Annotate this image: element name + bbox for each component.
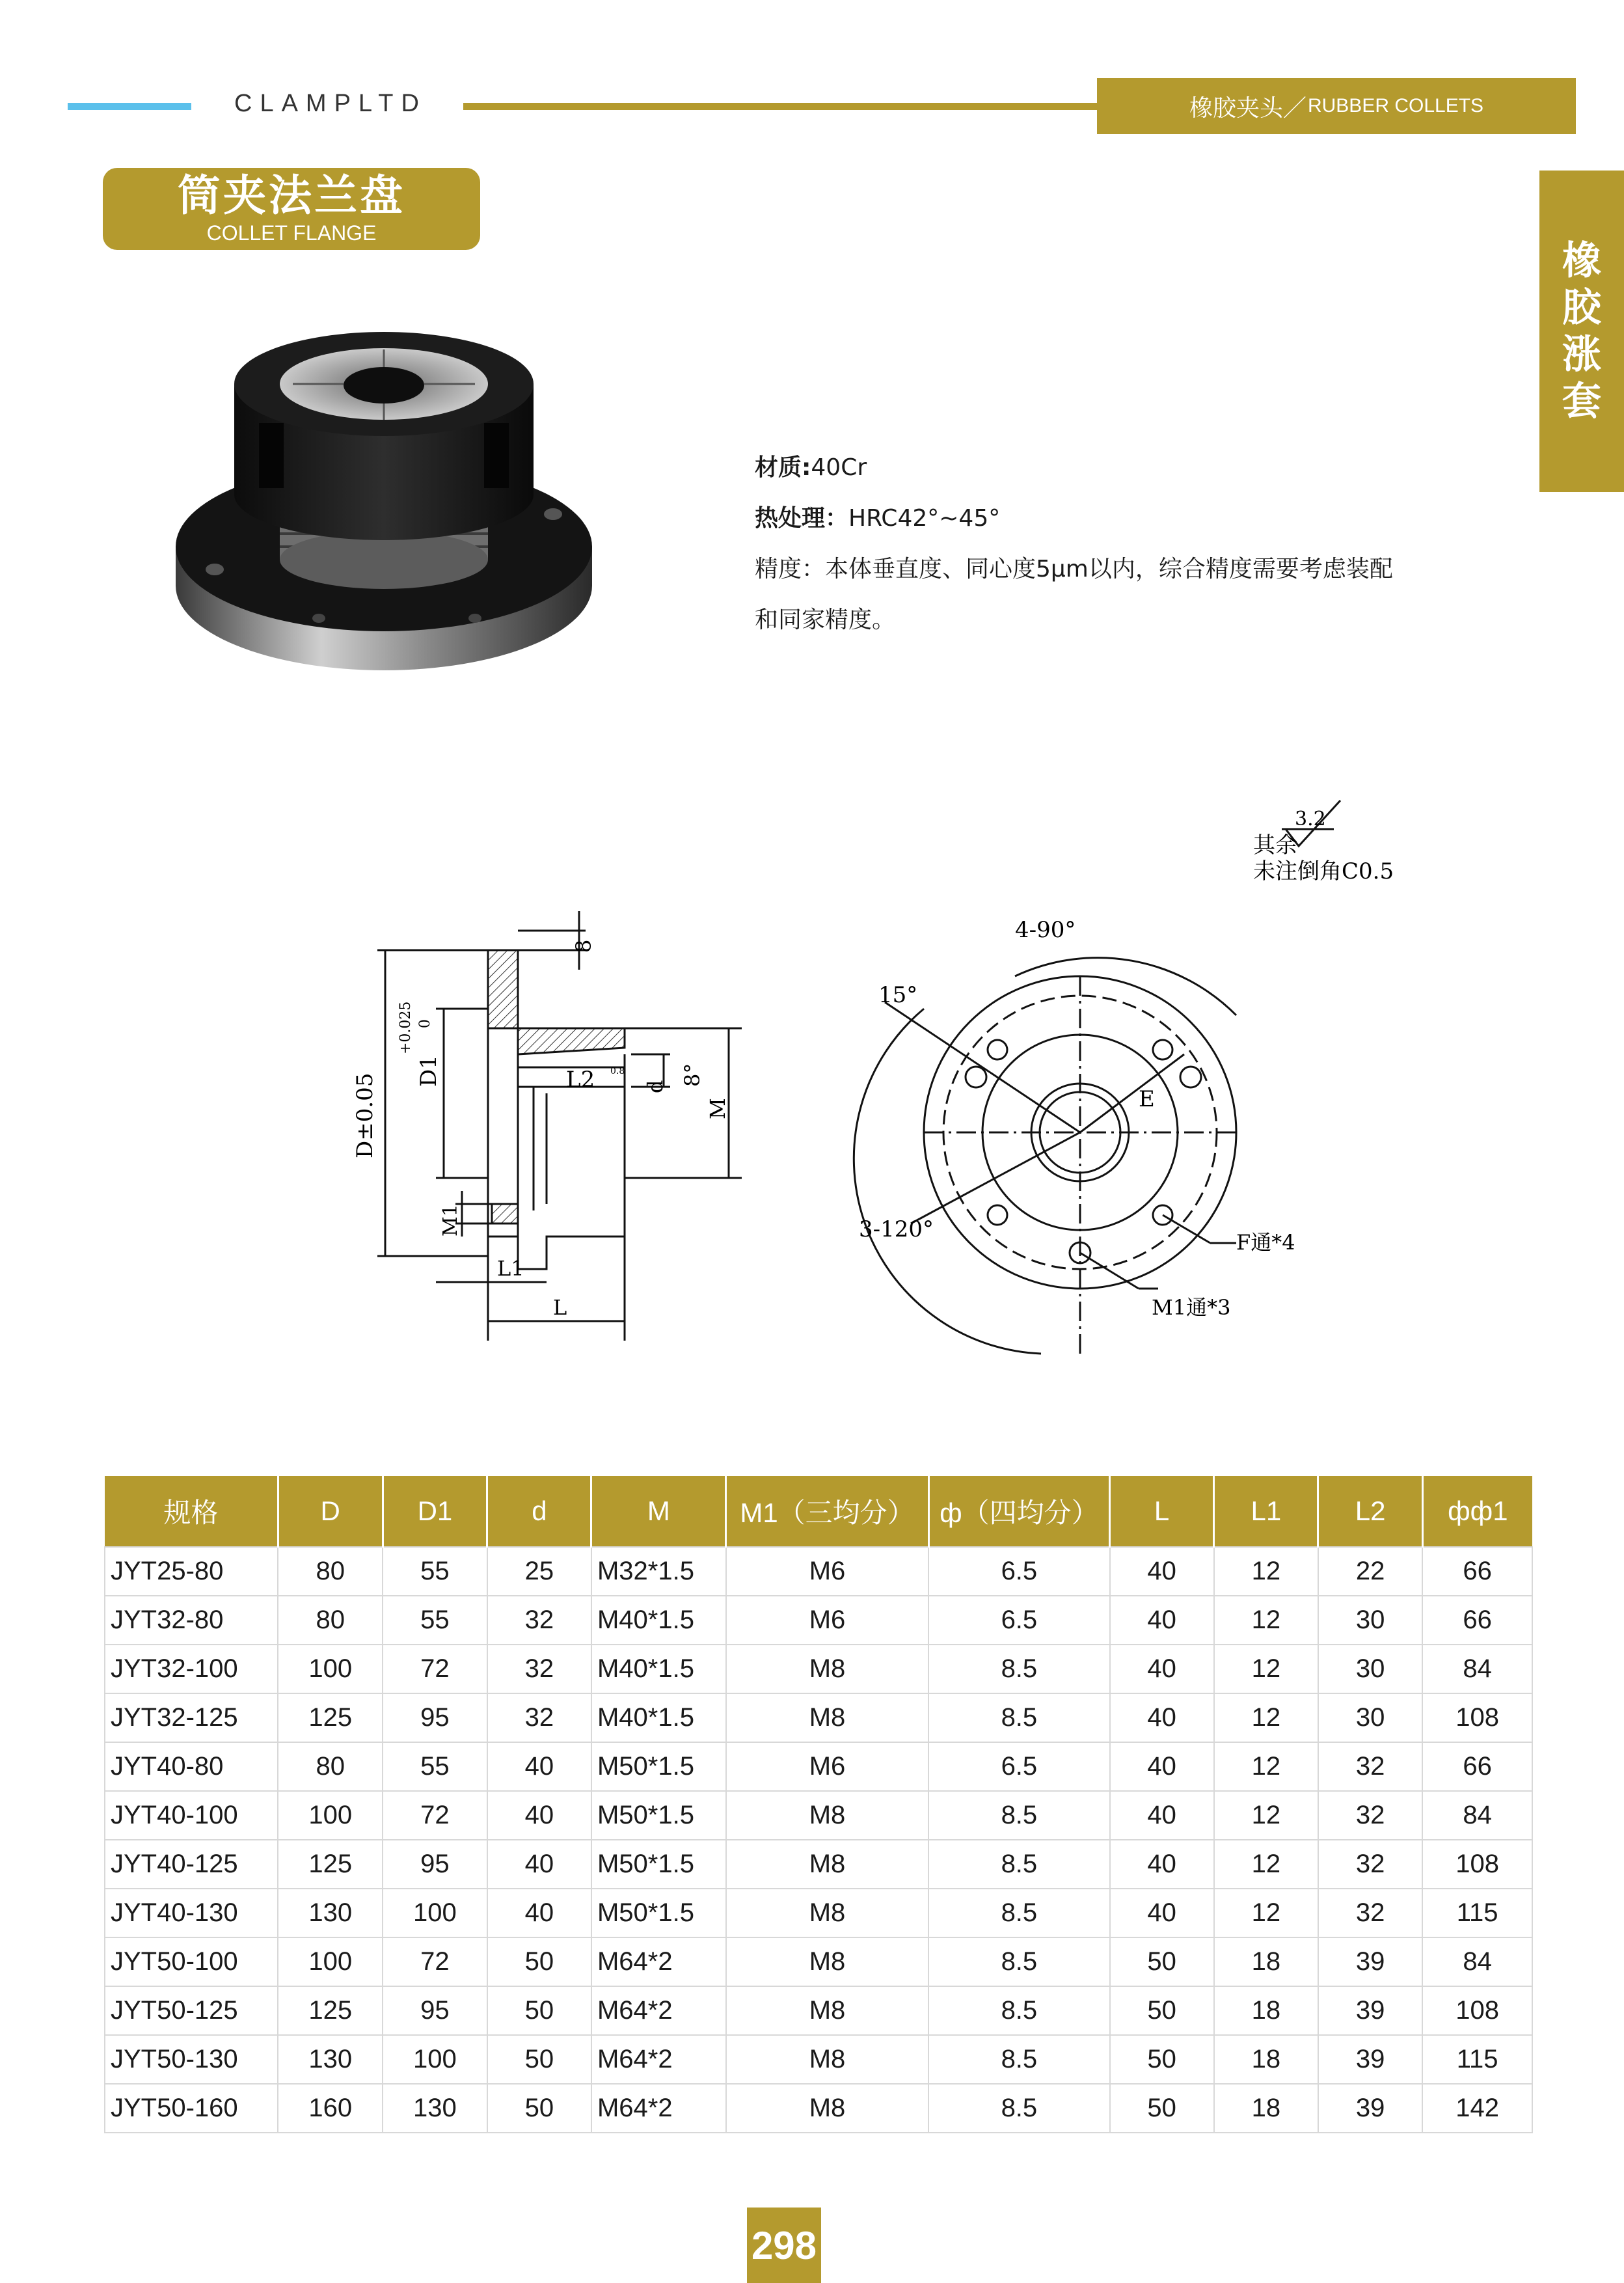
table-cell: 8.5 [928,1645,1109,1693]
table-cell: JYT25-80 [105,1547,278,1596]
table-cell: M8 [726,1889,928,1937]
table-cell: 32 [1318,1889,1422,1937]
table-cell: 100 [278,1937,383,1986]
spec-precision-1: 精度：本体垂直度、同心度5μm以内，综合精度需要考虑装配 [755,556,1393,582]
dim-M1: M1 [439,1204,462,1237]
col-model: 规格 [105,1476,278,1547]
table-cell: 40 [1110,1791,1214,1840]
table-cell: 84 [1422,1937,1532,1986]
table-row [105,1937,1532,1986]
col-D1: D1 [383,1476,487,1547]
dim-8: 8 [571,939,596,953]
table-cell: M6 [726,1596,928,1645]
table-cell: 108 [1422,1840,1532,1889]
table-cell: 55 [383,1596,487,1645]
table-cell: M8 [726,1645,928,1693]
table-cell: 12 [1214,1693,1318,1742]
table-row [105,1693,1532,1742]
front-view-drawing [846,898,1340,1380]
header-gold-line [463,103,1114,110]
table-cell: 8.5 [928,1937,1109,1986]
table-cell: 50 [1110,2084,1214,2133]
col-L1: L1 [1214,1476,1318,1547]
table-cell: 39 [1318,1937,1422,1986]
table-cell: 40 [1110,1596,1214,1645]
table-cell: 12 [1214,1840,1318,1889]
table-cell: JYT32-125 [105,1693,278,1742]
table-cell: JYT32-100 [105,1645,278,1693]
table-cell: 125 [278,1986,383,2035]
table-cell: 8.5 [928,1986,1109,2035]
side-tab-char: 胶 [1562,285,1601,331]
table-cell: 30 [1318,1693,1422,1742]
specs-block [755,443,1509,646]
spec-heat-value: HRC42°~45° [848,505,1001,532]
table-cell: 40 [1110,1645,1214,1693]
roughness-value: 3.2 [1295,808,1326,830]
table-cell: 18 [1214,2035,1318,2084]
table-row [105,2084,1532,2133]
table-cell: 22 [1318,1547,1422,1596]
table-cell: 8.5 [928,2035,1109,2084]
table-row [105,1742,1532,1791]
table-cell: 40 [1110,1840,1214,1889]
table-cell: JYT32-80 [105,1596,278,1645]
table-row [105,1986,1532,2035]
dim-D1: D1 [416,1055,442,1087]
table-cell: 80 [278,1547,383,1596]
dim-L2: L2 [566,1067,595,1093]
table-cell: 25 [487,1547,591,1596]
roughness-note-1: 其余 [1253,832,1297,858]
section-title-en: COLLET FLANGE [206,221,377,245]
side-tab-char: 套 [1562,379,1601,424]
table-cell: 125 [278,1840,383,1889]
table-cell: JYT40-130 [105,1889,278,1937]
col-L: L [1110,1476,1214,1547]
table-cell: 32 [1318,1742,1422,1791]
table-cell: 18 [1214,1937,1318,1986]
tol-upper: +0.025 [398,1001,414,1054]
table-cell: 30 [1318,1596,1422,1645]
table-cell: 84 [1422,1645,1532,1693]
table-cell: 40 [1110,1547,1214,1596]
label-F: F通*4 [1236,1230,1295,1255]
table-cell: JYT50-160 [105,2084,278,2133]
table-cell: 40 [1110,1889,1214,1937]
table-cell: 40 [487,1889,591,1937]
table-cell: 95 [383,1693,487,1742]
table-cell: 130 [278,2035,383,2084]
table-cell: 39 [1318,2035,1422,2084]
table-cell: 8.5 [928,1889,1109,1937]
table-cell: 100 [383,1889,487,1937]
table-cell: 40 [487,1742,591,1791]
table-cell: 12 [1214,1742,1318,1791]
table-cell: 12 [1214,1547,1318,1596]
table-cell: 80 [278,1596,383,1645]
table-cell: 8.5 [928,1693,1109,1742]
table-cell: 32 [487,1596,591,1645]
category-zh: 橡胶夹头／ [1189,94,1306,122]
table-cell: M8 [726,2084,928,2133]
table-cell: 50 [487,2084,591,2133]
table-cell: 95 [383,1840,487,1889]
col-phi1: фф1 [1422,1476,1532,1547]
category-en: RUBBER COLLETS [1307,95,1484,116]
table-cell: 72 [383,1791,487,1840]
header-blue-bar [68,103,191,110]
table-cell: 6.5 [928,1742,1109,1791]
table-cell: 18 [1214,2084,1318,2133]
table-cell: 142 [1422,2084,1532,2133]
angle-3-120: 3-120° [859,1216,934,1242]
product-photo [169,312,599,716]
table-cell: M8 [726,1986,928,2035]
table-cell: 50 [1110,1937,1214,1986]
table-cell: 30 [1318,1645,1422,1693]
table-cell: M6 [726,1742,928,1791]
table-cell: 12 [1214,1791,1318,1840]
spec-heat [755,493,1509,544]
table-row [105,2035,1532,2084]
table-cell: 72 [383,1937,487,1986]
table-cell: 72 [383,1645,487,1693]
side-tab [1539,171,1624,492]
table-cell: 8.5 [928,1840,1109,1889]
col-phi: ф（四均分） [928,1476,1109,1547]
table-cell: 40 [487,1791,591,1840]
table-cell: M40*1.5 [591,1693,726,1742]
table-cell: M6 [726,1547,928,1596]
table-cell: 55 [383,1742,487,1791]
table-cell: 6.5 [928,1547,1109,1596]
table-cell: M8 [726,1840,928,1889]
table-cell: 108 [1422,1693,1532,1742]
dim-8deg: 8° [680,1063,705,1087]
table-cell: M64*2 [591,2084,726,2133]
col-L2: L2 [1318,1476,1422,1547]
page-number: 298 [747,2208,821,2283]
table-cell: 80 [278,1742,383,1791]
table-cell: 66 [1422,1596,1532,1645]
section-title [103,168,480,250]
section-title-zh: 筒夹法兰盘 [178,171,405,221]
roughness-note-2: 未注倒角C0.5 [1253,858,1394,884]
table-cell: M50*1.5 [591,1791,726,1840]
table-cell: 84 [1422,1791,1532,1840]
angle-15: 15° [878,982,918,1008]
table-row [105,1840,1532,1889]
table-cell: 32 [487,1645,591,1693]
table-cell: 6.5 [928,1596,1109,1645]
table-cell: 8.5 [928,1791,1109,1840]
table-cell: JYT40-125 [105,1840,278,1889]
table-cell: 18 [1214,1986,1318,2035]
table-cell: JYT40-80 [105,1742,278,1791]
table-cell: 50 [487,2035,591,2084]
col-D: D [278,1476,383,1547]
tol-lower: 0 [417,1019,433,1028]
table-cell: 39 [1318,1986,1422,2035]
table-cell: 130 [383,2084,487,2133]
table-cell: 50 [487,1937,591,1986]
table-cell: 32 [1318,1840,1422,1889]
spec-material-value: 40Cr [811,454,867,481]
table-row [105,1791,1532,1840]
table-cell: JYT50-130 [105,2035,278,2084]
table-cell: 55 [383,1547,487,1596]
side-tab-char: 涨 [1562,332,1601,377]
small-rough: 0.8 [610,1066,625,1076]
table-cell: 125 [278,1693,383,1742]
roughness-note [1236,787,1405,892]
table-cell: M64*2 [591,1937,726,1986]
table-cell: M8 [726,1693,928,1742]
table-cell: 95 [383,1986,487,2035]
table-row [105,1889,1532,1937]
table-cell: JYT50-125 [105,1986,278,2035]
table-cell: M64*2 [591,2035,726,2084]
table-cell: M8 [726,1791,928,1840]
table-cell: 40 [1110,1742,1214,1791]
brand-name: CLAMPLTD [234,90,427,117]
table-row [105,1596,1532,1645]
table-cell: 8.5 [928,2084,1109,2133]
table-cell: 12 [1214,1889,1318,1937]
table-cell: 108 [1422,1986,1532,2035]
spec-precision-2: 和同家精度。 [755,607,896,633]
table-cell: 115 [1422,2035,1532,2084]
table-cell: 66 [1422,1547,1532,1596]
dim-L: L [553,1295,567,1320]
table-cell: M64*2 [591,1986,726,2035]
spec-material-label: 材质: [755,454,811,481]
table-cell: 100 [383,2035,487,2084]
table-cell: 100 [278,1791,383,1840]
angle-4-90: 4-90° [1015,917,1076,943]
col-M1: M1（三均分） [726,1476,928,1547]
table-body [105,1547,1532,2133]
col-M: M [591,1476,726,1547]
table-cell: M8 [726,1937,928,1986]
table-cell: 115 [1422,1889,1532,1937]
category-banner [1097,78,1576,134]
table-cell: 50 [1110,2035,1214,2084]
table-cell: 40 [487,1840,591,1889]
table-cell: JYT50-100 [105,1937,278,1986]
table-cell: M40*1.5 [591,1645,726,1693]
table-cell: JYT40-100 [105,1791,278,1840]
table-cell: 40 [1110,1693,1214,1742]
table-cell: 32 [487,1693,591,1742]
table-cell: M8 [726,2035,928,2084]
table-cell: 130 [278,1889,383,1937]
table-cell: M50*1.5 [591,1889,726,1937]
table-cell: M50*1.5 [591,1742,726,1791]
table-cell: 39 [1318,2084,1422,2133]
table-cell: 50 [487,1986,591,2035]
label-M1: M1通*3 [1152,1295,1231,1320]
dim-D: D±0.05 [352,1073,378,1158]
table-cell: M40*1.5 [591,1596,726,1645]
table-header-row [105,1476,1532,1547]
label-E: E [1139,1086,1155,1112]
table-cell: 12 [1214,1645,1318,1693]
dim-M: M [705,1098,730,1119]
side-tab-char: 橡 [1562,238,1601,284]
table-cell: 32 [1318,1791,1422,1840]
table-cell: 50 [1110,1986,1214,2035]
col-d: d [487,1476,591,1547]
table-cell: 12 [1214,1596,1318,1645]
table-row [105,1547,1532,1596]
spec-table [104,1476,1533,2133]
spec-material [755,443,1509,493]
table-row [105,1645,1532,1693]
dim-L1: L1 [497,1256,524,1281]
table-cell: 100 [278,1645,383,1693]
table-cell: 160 [278,2084,383,2133]
table-cell: 66 [1422,1742,1532,1791]
spec-heat-label: 热处理： [755,505,849,532]
table-cell: M50*1.5 [591,1840,726,1889]
side-section-drawing [338,898,755,1341]
table-cell: M32*1.5 [591,1547,726,1596]
dim-d: d [643,1080,668,1093]
